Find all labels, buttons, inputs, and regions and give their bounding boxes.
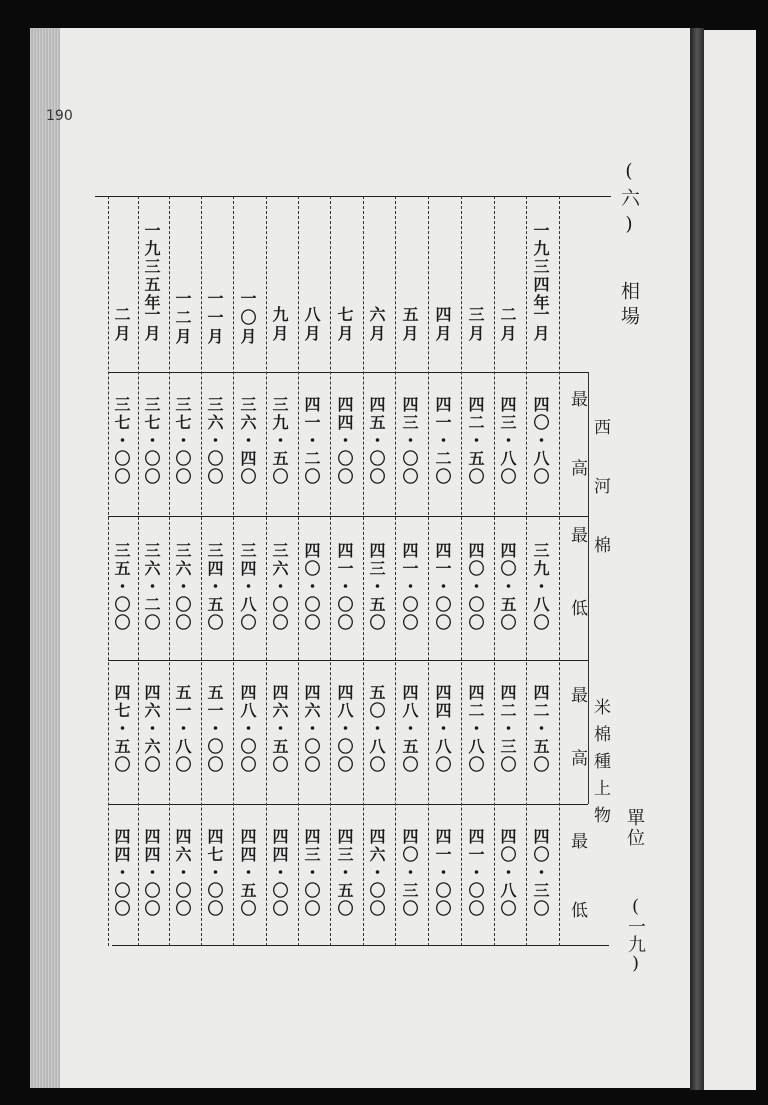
price-cell: 五一・〇〇 [205,684,224,774]
price-cell: 四四・五〇 [238,828,257,918]
unit-label: 單位 [624,808,645,848]
month-label: 一二月 [173,290,192,347]
price-cell: 四四・〇〇 [112,828,131,918]
price-cell: 三四・八〇 [238,542,257,632]
price-cell: 四三・八〇 [498,396,517,486]
price-cell: 三七・〇〇 [173,396,192,486]
section-number: (六) [618,160,640,241]
year-label: 一九三四年 [531,222,550,312]
header-b-high: 最高 [567,686,587,812]
price-cell: 三六・〇〇 [270,542,289,632]
price-cell: 四一・二〇 [433,396,452,486]
facing-page [704,30,756,1090]
month-label: 九月 [270,306,289,344]
price-cell: 四二・五〇 [531,684,550,774]
price-cell: 四一・〇〇 [335,542,354,632]
price-cell: 四一・〇〇 [466,828,485,918]
price-cell: 四七・五〇 [112,684,131,774]
month-label: 四月 [433,306,452,344]
price-cell: 三四・五〇 [205,542,224,632]
price-cell: 四〇・〇〇 [302,542,321,632]
price-cell: 四八・五〇 [400,684,419,774]
month-label: 一月 [531,306,550,344]
header-b-low: 最低 [567,832,587,970]
price-cell: 四〇・五〇 [498,542,517,632]
header-group-b: 米棉種上物 [590,698,610,833]
price-cell: 三六・二〇 [142,542,161,632]
price-cell: 四一・〇〇 [433,828,452,918]
price-cell: 四五・〇〇 [367,396,386,486]
price-cell: 四四・八〇 [433,684,452,774]
price-cell: 四六・〇〇 [173,828,192,918]
price-cell: 四三・五〇 [367,542,386,632]
price-cell: 四三・〇〇 [400,396,419,486]
price-cell: 四二・八〇 [466,684,485,774]
price-cell: 四一・〇〇 [400,542,419,632]
price-cell: 四四・〇〇 [270,828,289,918]
price-cell: 四一・二〇 [302,396,321,486]
month-label: 六月 [367,306,386,344]
price-cell: 三五・〇〇 [112,542,131,632]
price-cell: 四三・五〇 [335,828,354,918]
month-label: 一一月 [205,290,224,347]
price-cell: 四〇・八〇 [498,828,517,918]
price-cell: 三六・〇〇 [205,396,224,486]
price-cell: 四八・〇〇 [335,684,354,774]
price-cell: 三六・四〇 [238,396,257,486]
month-label: 八月 [302,306,321,344]
price-cell: 四二・五〇 [466,396,485,486]
page-number: 190 [46,108,73,124]
month-label: 二月 [498,306,517,344]
month-label: 二月 [112,306,131,344]
price-cell: 三九・八〇 [531,542,550,632]
price-cell: 三六・〇〇 [173,542,192,632]
price-cell: 三九・五〇 [270,396,289,486]
price-cell: 四六・〇〇 [367,828,386,918]
month-label: 一〇月 [238,290,257,347]
month-label: 七月 [335,306,354,344]
year-label: 一九三五年 [142,222,161,312]
price-cell: 四八・〇〇 [238,684,257,774]
price-cell: 四二・三〇 [498,684,517,774]
price-cell: 三七・〇〇 [142,396,161,486]
price-cell: 四六・〇〇 [302,684,321,774]
month-label: 三月 [466,306,485,344]
price-cell: 四〇・八〇 [531,396,550,486]
price-cell: 四〇・三〇 [531,828,550,918]
header-group-a: 西河棉 [590,418,610,595]
price-cell: 四〇・三〇 [400,828,419,918]
section-word: 相場 [618,281,640,331]
price-cell: 四四・〇〇 [335,396,354,486]
header-a-high: 最高 [567,390,587,528]
page-edge [30,28,60,1088]
header-a-low: 最低 [567,526,587,672]
price-cell: 四六・六〇 [142,684,161,774]
price-cell: 四六・五〇 [270,684,289,774]
price-cell: 四七・〇〇 [205,828,224,918]
price-cell: 四四・〇〇 [142,828,161,918]
book-gutter [690,28,704,1090]
price-cell: 四三・〇〇 [302,828,321,918]
month-label: 五月 [400,306,419,344]
price-cell: 四〇・〇〇 [466,542,485,632]
footer-page-number: (一九) [625,896,646,974]
price-cell: 五〇・八〇 [367,684,386,774]
price-cell: 五一・八〇 [173,684,192,774]
price-cell: 四一・〇〇 [433,542,452,632]
section-title [616,160,643,331]
month-label: 一月 [142,306,161,344]
price-cell: 三七・〇〇 [112,396,131,486]
